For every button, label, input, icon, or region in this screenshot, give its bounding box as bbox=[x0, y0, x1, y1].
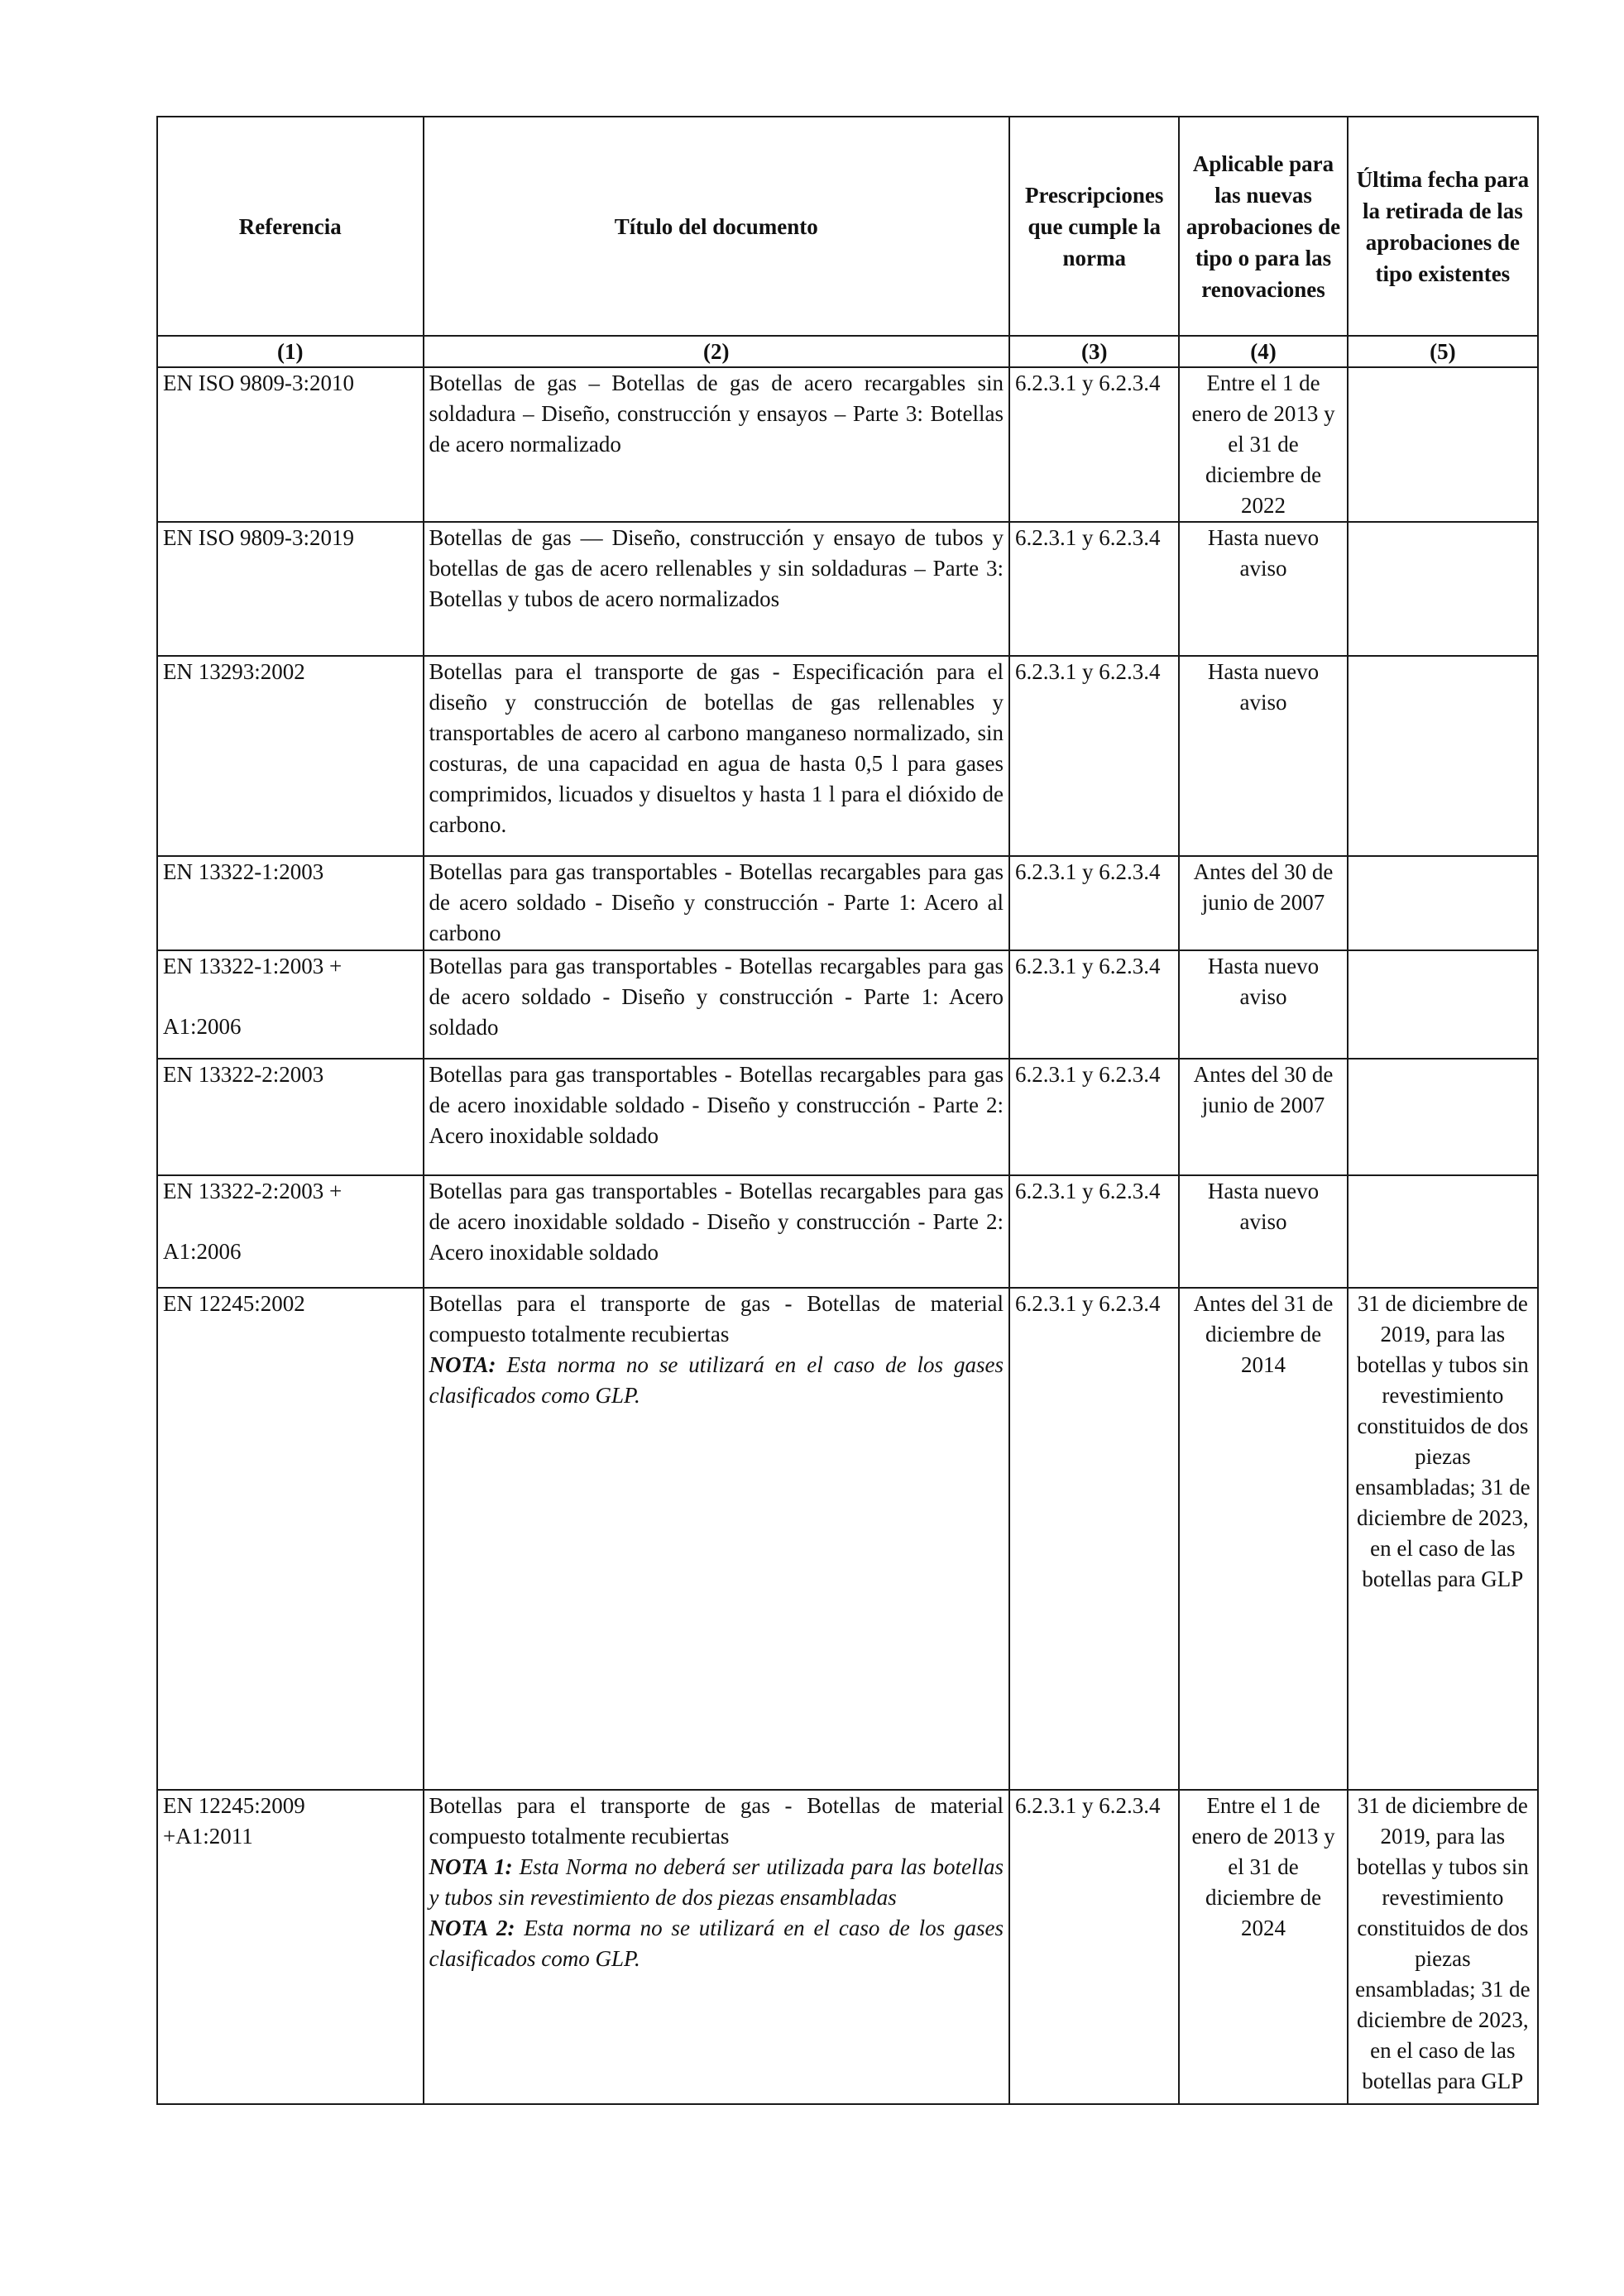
reference-amendment: A1:2006 bbox=[163, 1014, 242, 1039]
title-cell: Botellas para gas transportables - Botellas recargables para gas de acero inoxidable soldado - Diseño y construcción - Parte 2: Acero inoxidable soldado bbox=[424, 1175, 1009, 1288]
column-number-row bbox=[157, 336, 1538, 367]
reference-cell bbox=[157, 1790, 424, 2104]
table-row bbox=[157, 1288, 1538, 1790]
applicable-cell: Hasta nuevo aviso bbox=[1179, 656, 1347, 856]
header-ultima-fecha: Última fecha para la retirada de las aprobaciones de tipo existentes bbox=[1348, 117, 1538, 336]
reference-amendment: A1:2006 bbox=[163, 1239, 242, 1264]
header-titulo: Título del documento bbox=[424, 117, 1009, 336]
note-label: NOTA 1: bbox=[429, 1854, 513, 1879]
reference-cell bbox=[157, 1175, 424, 1288]
title-cell: Botellas para gas transportables - Botellas recargables para gas de acero inoxidable soldado - Diseño y construcción - Parte 2: Acero inoxidable soldado bbox=[424, 1059, 1009, 1175]
note bbox=[429, 1852, 1004, 1913]
table-row bbox=[157, 950, 1538, 1059]
table-row bbox=[157, 1175, 1538, 1288]
applicable-cell: Antes del 31 de diciembre de 2014 bbox=[1179, 1288, 1347, 1790]
header-prescripciones: Prescripciones que cumple la norma bbox=[1009, 117, 1179, 336]
withdrawal-date-cell bbox=[1348, 1059, 1538, 1175]
prescriptions-cell: 6.2.3.1 y 6.2.3.4 bbox=[1009, 656, 1179, 856]
title-text: Botellas para el transporte de gas - Botellas de material compuesto totalmente recubiertas bbox=[429, 1291, 1004, 1347]
withdrawal-date-cell bbox=[1348, 1175, 1538, 1288]
withdrawal-date-cell bbox=[1348, 856, 1538, 950]
note-text: Esta Norma no deberá ser utilizada para las botellas y tubos sin revestimiento de dos piezas ensambladas bbox=[429, 1854, 1004, 1910]
prescriptions-cell: 6.2.3.1 y 6.2.3.4 bbox=[1009, 522, 1179, 656]
table-row bbox=[157, 1790, 1538, 2104]
reference-cell: EN ISO 9809-3:2010 bbox=[157, 367, 424, 522]
reference-cell: EN 12245:2002 bbox=[157, 1288, 424, 1790]
applicable-cell: Antes del 30 de junio de 2007 bbox=[1179, 856, 1347, 950]
column-number: (3) bbox=[1009, 336, 1179, 367]
note-label: NOTA 2: bbox=[429, 1916, 515, 1940]
title-cell: Botellas de gas – Botellas de gas de acero recargables sin soldadura – Diseño, construcción y ensayos – Parte 3: Botellas de acero normalizado bbox=[424, 367, 1009, 522]
column-number: (5) bbox=[1348, 336, 1538, 367]
header-referencia: Referencia bbox=[157, 117, 424, 336]
title-cell: Botellas para gas transportables - Botellas recargables para gas de acero soldado - Diseño y construcción - Parte 1: Acero soldado bbox=[424, 950, 1009, 1059]
title-cell: Botellas de gas — Diseño, construcción y ensayo de tubos y botellas de gas de acero rellenables y sin soldaduras – Parte 3: Botellas y tubos de acero normalizados bbox=[424, 522, 1009, 656]
prescriptions-cell: 6.2.3.1 y 6.2.3.4 bbox=[1009, 1059, 1179, 1175]
header-row bbox=[157, 117, 1538, 336]
reference-text: EN 13322-2:2003 + bbox=[163, 1179, 343, 1203]
reference-cell bbox=[157, 950, 424, 1059]
column-number: (1) bbox=[157, 336, 424, 367]
prescriptions-cell: 6.2.3.1 y 6.2.3.4 bbox=[1009, 856, 1179, 950]
applicable-cell: Hasta nuevo aviso bbox=[1179, 1175, 1347, 1288]
reference-text: EN 13322-1:2003 + bbox=[163, 954, 343, 978]
withdrawal-date-cell bbox=[1348, 522, 1538, 656]
table-row bbox=[157, 522, 1538, 656]
note bbox=[429, 1913, 1004, 1974]
table-row bbox=[157, 856, 1538, 950]
title-cell: Botellas para gas transportables - Botellas recargables para gas de acero soldado - Diseño y construcción - Parte 1: Acero al carbono bbox=[424, 856, 1009, 950]
withdrawal-date-cell bbox=[1348, 367, 1538, 522]
standards-table bbox=[156, 116, 1539, 2105]
header-aplicable: Aplicable para las nuevas aprobaciones de tipo o para las renovaciones bbox=[1179, 117, 1347, 336]
title-cell bbox=[424, 1790, 1009, 2104]
applicable-cell: Hasta nuevo aviso bbox=[1179, 950, 1347, 1059]
table-row bbox=[157, 1059, 1538, 1175]
applicable-cell: Entre el 1 de enero de 2013 y el 31 de diciembre de 2024 bbox=[1179, 1790, 1347, 2104]
column-number: (4) bbox=[1179, 336, 1347, 367]
note-text: Esta norma no se utilizará en el caso de los gases clasificados como GLP. bbox=[429, 1916, 1004, 1971]
prescriptions-cell: 6.2.3.1 y 6.2.3.4 bbox=[1009, 950, 1179, 1059]
column-number: (2) bbox=[424, 336, 1009, 367]
withdrawal-date-cell: 31 de diciembre de 2019, para las botellas y tubos sin revestimiento constituidos de dos piezas ensambladas; 31 de diciembre de 2023, en el caso de las botellas para GLP bbox=[1348, 1790, 1538, 2104]
applicable-cell: Entre el 1 de enero de 2013 y el 31 de diciembre de 2022 bbox=[1179, 367, 1347, 522]
prescriptions-cell: 6.2.3.1 y 6.2.3.4 bbox=[1009, 1288, 1179, 1790]
note bbox=[429, 1350, 1004, 1411]
note-label: NOTA: bbox=[429, 1352, 496, 1377]
withdrawal-date-cell bbox=[1348, 950, 1538, 1059]
applicable-cell: Antes del 30 de junio de 2007 bbox=[1179, 1059, 1347, 1175]
table-row bbox=[157, 656, 1538, 856]
prescriptions-cell: 6.2.3.1 y 6.2.3.4 bbox=[1009, 1175, 1179, 1288]
reference-cell: EN 13322-2:2003 bbox=[157, 1059, 424, 1175]
withdrawal-date-cell: 31 de diciembre de 2019, para las botellas y tubos sin revestimiento constituidos de dos piezas ensambladas; 31 de diciembre de 2023, en el caso de las botellas para GLP bbox=[1348, 1288, 1538, 1790]
withdrawal-date-cell bbox=[1348, 656, 1538, 856]
note-text: Esta norma no se utilizará en el caso de los gases clasificados como GLP. bbox=[429, 1352, 1004, 1408]
title-text: Botellas para el transporte de gas - Botellas de material compuesto totalmente recubiertas bbox=[429, 1793, 1004, 1849]
title-cell bbox=[424, 1288, 1009, 1790]
title-cell: Botellas para el transporte de gas - Especificación para el diseño y construcción de botellas de gas rellenables y transportables de acero al carbono manganeso normalizado, sin costuras, de una capacidad en agua de hasta 0,5 l para gases comprimidos, licuados y disueltos y hasta 1 l para el dióxido de carbono. bbox=[424, 656, 1009, 856]
reference-cell: EN 13322-1:2003 bbox=[157, 856, 424, 950]
table-row bbox=[157, 367, 1538, 522]
reference-amendment: +A1:2011 bbox=[163, 1824, 253, 1849]
reference-cell: EN 13293:2002 bbox=[157, 656, 424, 856]
reference-cell: EN ISO 9809-3:2019 bbox=[157, 522, 424, 656]
reference-text: EN 12245:2009 bbox=[163, 1793, 305, 1818]
applicable-cell: Hasta nuevo aviso bbox=[1179, 522, 1347, 656]
prescriptions-cell: 6.2.3.1 y 6.2.3.4 bbox=[1009, 367, 1179, 522]
prescriptions-cell: 6.2.3.1 y 6.2.3.4 bbox=[1009, 1790, 1179, 2104]
